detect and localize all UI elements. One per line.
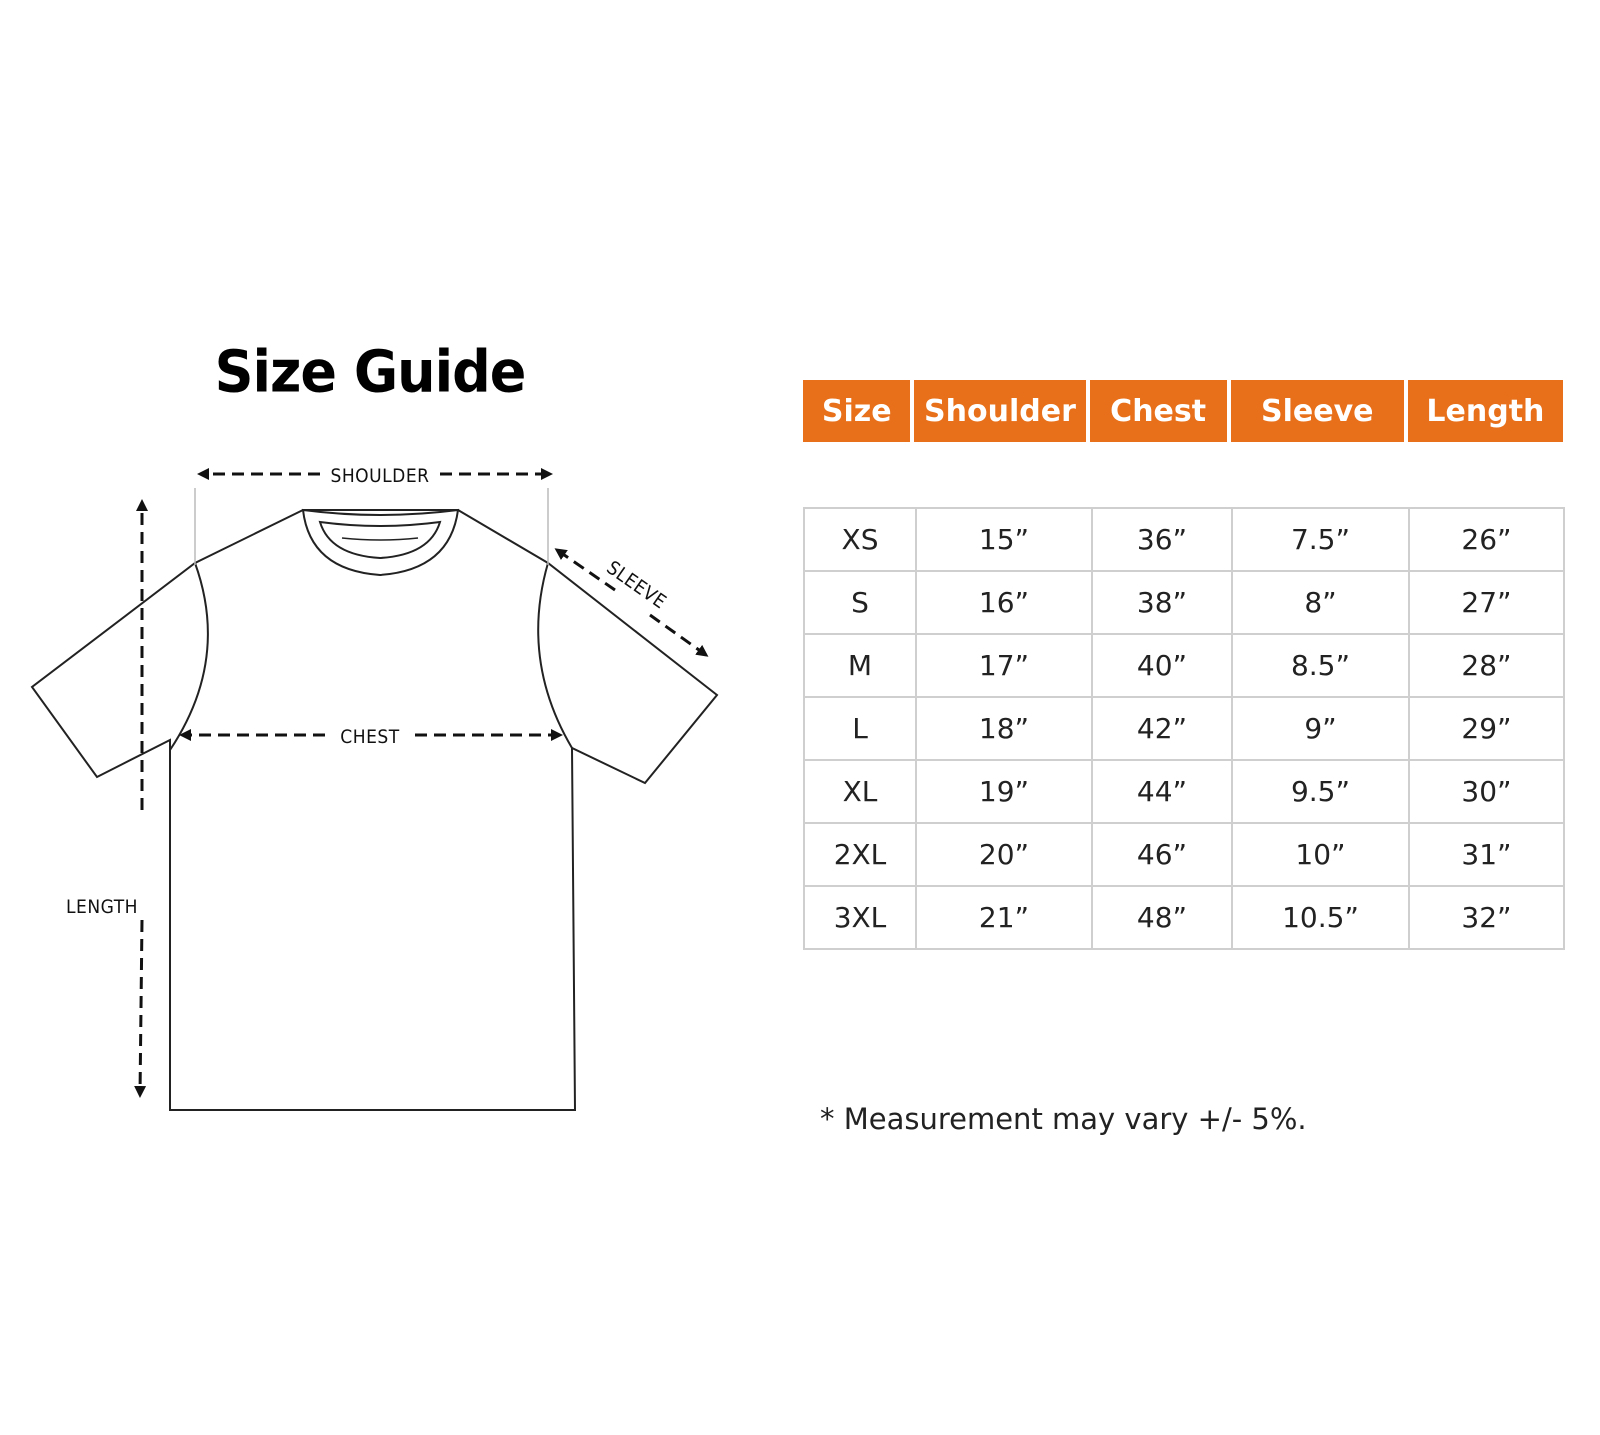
header-sleeve: Sleeve [1231,380,1404,442]
cell-sleeve: 10” [1232,823,1409,886]
header-size: Size [803,380,910,442]
cell-length: 28” [1409,634,1564,697]
cell-length: 32” [1409,886,1564,949]
size-table [803,507,1565,950]
table-row [804,886,1564,949]
cell-chest: 44” [1092,760,1232,823]
cell-length: 31” [1409,823,1564,886]
cell-sleeve: 8” [1232,571,1409,634]
cell-sleeve: 9.5” [1232,760,1409,823]
cell-shoulder: 16” [916,571,1092,634]
cell-sleeve: 7.5” [1232,508,1409,571]
cell-length: 27” [1409,571,1564,634]
cell-chest: 46” [1092,823,1232,886]
table-row [804,823,1564,886]
cell-shoulder: 20” [916,823,1092,886]
cell-size: S [804,571,916,634]
tshirt-illustration [20,430,740,1140]
cell-size: M [804,634,916,697]
cell-size: 3XL [804,886,916,949]
table-row [804,634,1564,697]
header-shoulder: Shoulder [914,380,1085,442]
cell-sleeve: 8.5” [1232,634,1409,697]
cell-shoulder: 17” [916,634,1092,697]
cell-shoulder: 19” [916,760,1092,823]
cell-length: 26” [1409,508,1564,571]
cell-size: L [804,697,916,760]
cell-sleeve: 10.5” [1232,886,1409,949]
shoulder-label: SHOULDER [330,465,430,487]
cell-shoulder: 21” [916,886,1092,949]
cell-chest: 38” [1092,571,1232,634]
table-row [804,760,1564,823]
cell-shoulder: 15” [916,508,1092,571]
table-row [804,571,1564,634]
tshirt-outline [32,510,717,1110]
cell-chest: 48” [1092,886,1232,949]
length-label: LENGTH [66,896,138,918]
chest-label: CHEST [340,726,400,748]
page-title: Size Guide [214,337,526,406]
cell-chest: 36” [1092,508,1232,571]
table-row [804,697,1564,760]
cell-sleeve: 9” [1232,697,1409,760]
size-table-header [803,380,1563,442]
cell-chest: 40” [1092,634,1232,697]
header-chest: Chest [1090,380,1227,442]
table-row [804,508,1564,571]
cell-length: 29” [1409,697,1564,760]
cell-size: XS [804,508,916,571]
cell-size: 2XL [804,823,916,886]
measurement-note: * Measurement may vary +/- 5%. [820,1102,1307,1136]
cell-shoulder: 18” [916,697,1092,760]
header-length: Length [1408,380,1563,442]
cell-chest: 42” [1092,697,1232,760]
cell-size: XL [804,760,916,823]
sleeve-label: SLEEVE [602,556,671,614]
cell-length: 30” [1409,760,1564,823]
length-arrow [140,502,142,1095]
tshirt-diagram [20,430,740,1140]
